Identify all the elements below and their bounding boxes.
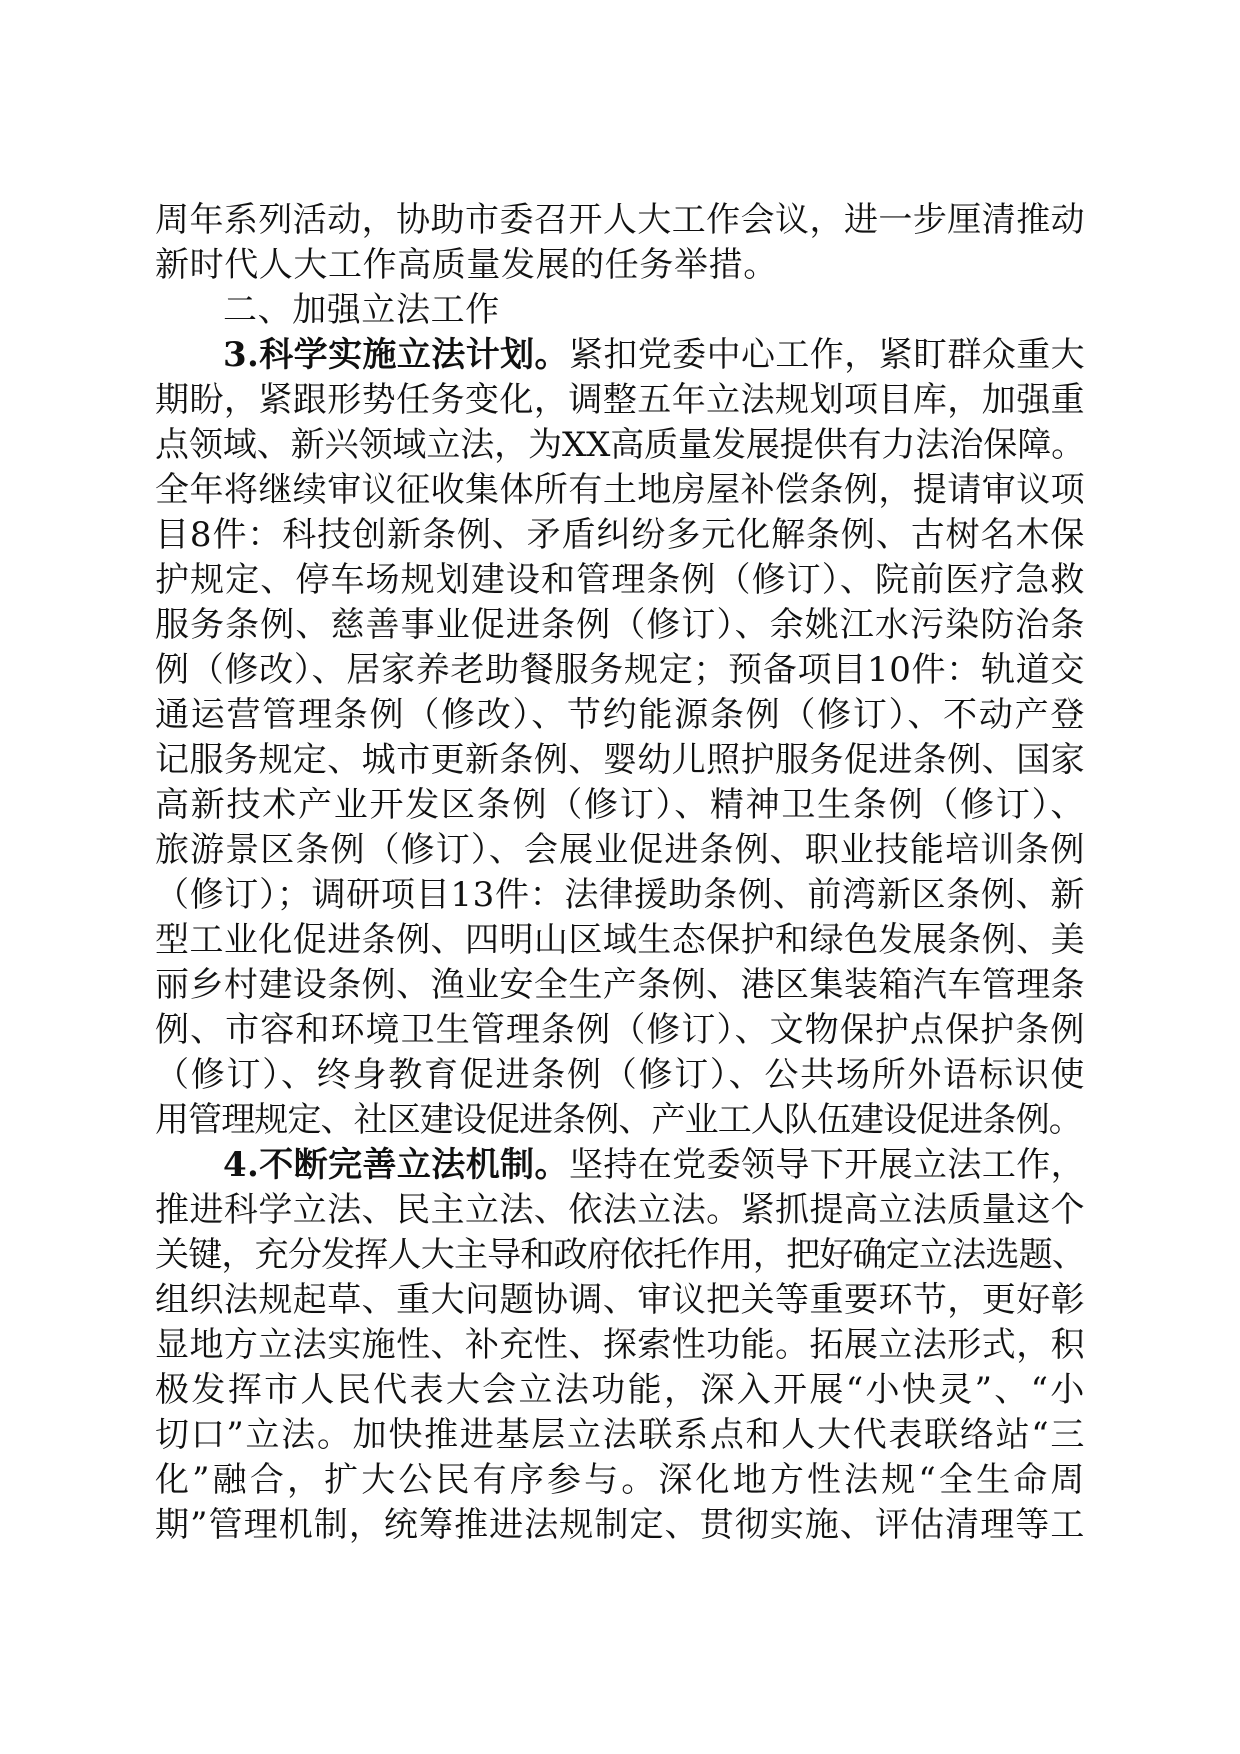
item3-title: 3.科学实施立法计划。	[223, 335, 569, 375]
paragraph-line: 高新技术产业开发区条例（修订）、精神卫生条例（修订）、	[155, 785, 1085, 825]
paragraph-line: 通运营管理条例（修改）、节约能源条例（修订）、不动产登	[155, 695, 1085, 735]
paragraph-line: 旅游景区条例（修订）、会展业促进条例、职业技能培训条例	[155, 830, 1085, 870]
paragraph-line: 护规定、停车场规划建设和管理条例（修订）、院前医疗急救	[155, 560, 1085, 600]
paragraph-line: 例、市容和环境卫生管理条例（修订）、文物保护点保护条例	[155, 1010, 1085, 1050]
document-body	[155, 198, 1085, 1548]
item4-first-line	[155, 1143, 1085, 1188]
paragraph-line: 期”管理机制，统筹推进法规制定、贯彻实施、评估清理等工	[155, 1505, 1085, 1545]
paragraph-line: 目8件：科技创新条例、矛盾纠纷多元化解条例、古树名木保	[155, 515, 1085, 555]
item4-first-line-text: 坚持在党委领导下开展立法工作，	[568, 1145, 1086, 1185]
paragraph-line: 化”融合，扩大公民有序参与。深化地方性法规“全生命周	[155, 1460, 1085, 1500]
paragraph-line: 关键，充分发挥人大主导和政府依托作用，把好确定立法选题、	[155, 1235, 1085, 1275]
paragraph-line: 记服务规定、城市更新条例、婴幼儿照护服务促进条例、国家	[155, 740, 1085, 780]
item3-first-line	[155, 333, 1085, 378]
paragraph-line: 点领域、新兴领域立法，为XX高质量发展提供有力法治保障。	[155, 425, 1085, 465]
intro-line: 新时代人大工作高质量发展的任务举措。	[155, 245, 778, 285]
paragraph-line: 推进科学立法、民主立法、依法立法。紧抓提高立法质量这个	[155, 1190, 1085, 1230]
paragraph-line: 型工业化促进条例、四明山区域生态保护和绿色发展条例、美	[155, 920, 1085, 960]
item3-first-line-text: 紧扣党委中心工作，紧盯群众重大	[568, 335, 1086, 375]
paragraph-line: 期盼，紧跟形势任务变化，调整五年立法规划项目库，加强重	[155, 380, 1085, 420]
paragraph-line: 组织法规起草、重大问题协调、审议把关等重要环节，更好彰	[155, 1280, 1085, 1320]
paragraph-line: 显地方立法实施性、补充性、探索性功能。拓展立法形式，积	[155, 1325, 1085, 1365]
paragraph-line: 全年将继续审议征收集体所有土地房屋补偿条例，提请审议项	[155, 470, 1085, 510]
paragraph-line: （修订）；调研项目13件：法律援助条例、前湾新区条例、新	[155, 875, 1085, 915]
section-heading: 二、加强立法工作	[223, 290, 500, 330]
paragraph-line: （修订）、终身教育促进条例（修订）、公共场所外语标识使	[155, 1055, 1085, 1095]
paragraph-line: 丽乡村建设条例、渔业安全生产条例、港区集装箱汽车管理条	[155, 965, 1085, 1005]
paragraph-line: 切口”立法。加快推进基层立法联系点和人大代表联络站“三	[155, 1415, 1085, 1455]
paragraph-line: 极发挥市人民代表大会立法功能，深入开展“小快灵”、“小	[155, 1370, 1085, 1410]
item4-title: 4.不断完善立法机制。	[223, 1145, 569, 1185]
paragraph-line: 服务条例、慈善事业促进条例（修订）、余姚江水污染防治条	[155, 605, 1085, 645]
paragraph-line: 例（修改）、居家养老助餐服务规定；预备项目10件：轨道交	[155, 650, 1085, 690]
intro-line: 周年系列活动，协助市委召开人大工作会议，进一步厘清推动	[155, 200, 1085, 240]
paragraph-line: 用管理规定、社区建设促进条例、产业工人队伍建设促进条例。	[155, 1100, 1082, 1140]
